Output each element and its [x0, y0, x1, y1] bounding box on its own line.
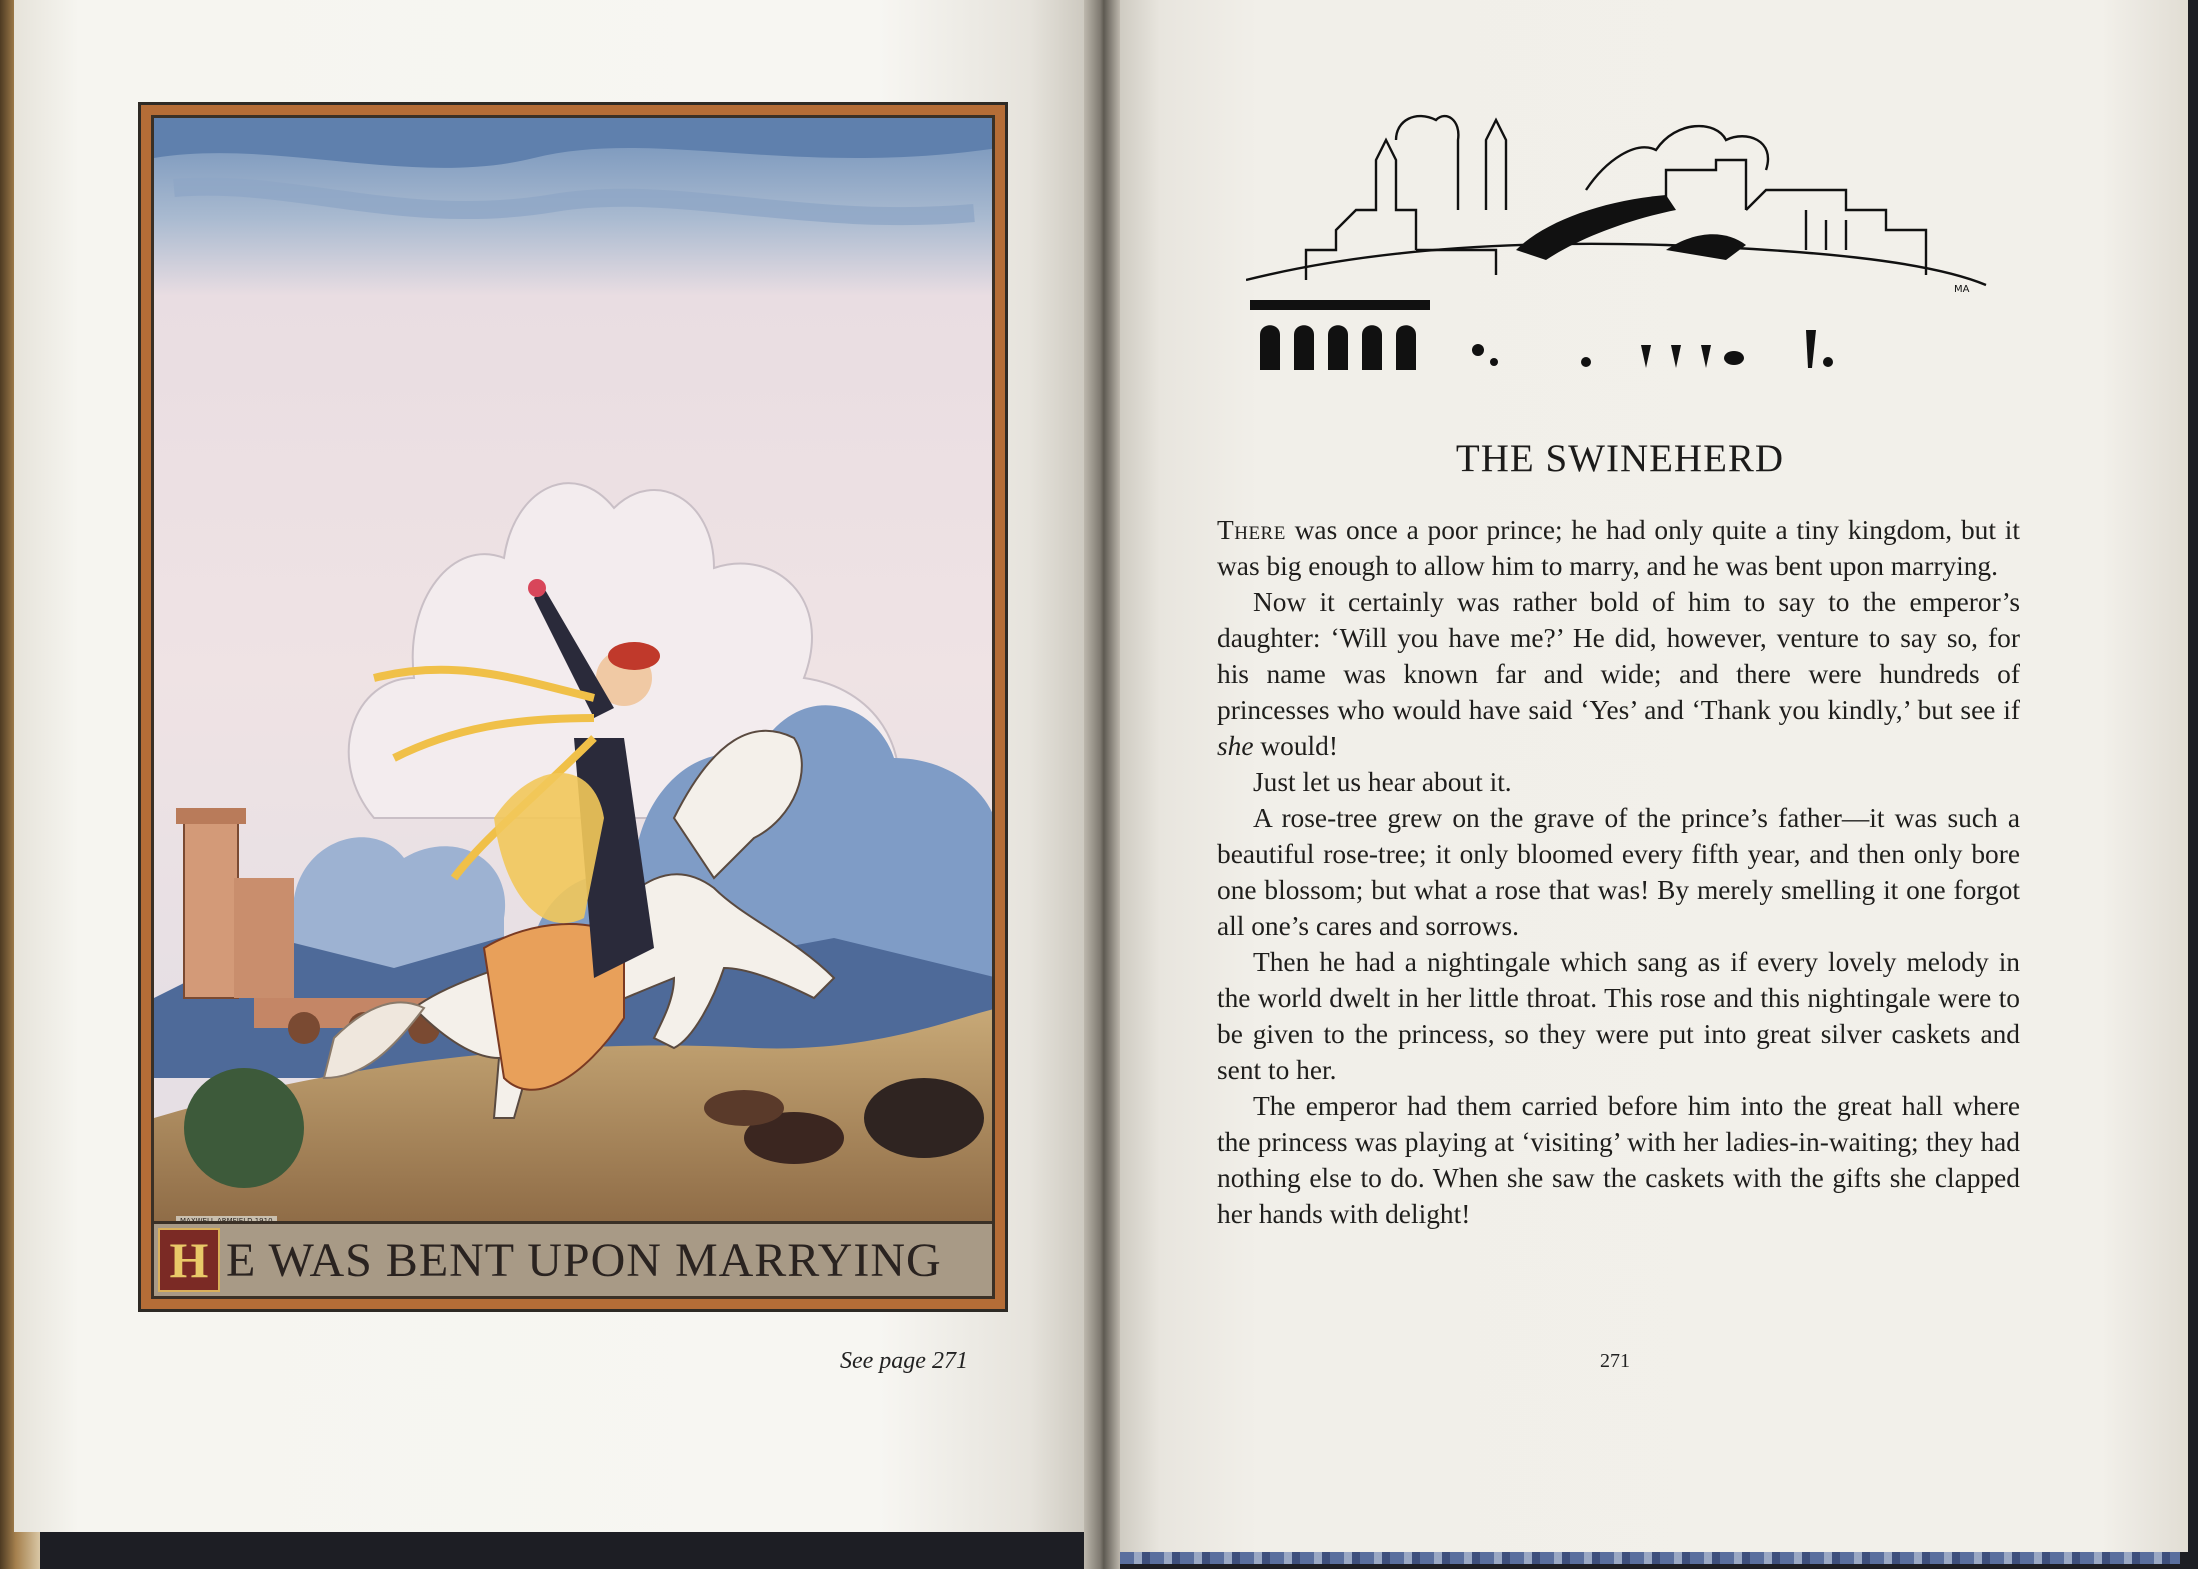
book-gutter: [1084, 0, 1120, 1569]
vignette-signature: MA: [1954, 284, 1970, 295]
italic-word: she: [1217, 731, 1254, 761]
castle-vignette-illustration: [1246, 100, 2006, 400]
chapter-title: THE SWINEHERD: [1455, 437, 1785, 480]
caption-illuminated-initial: H: [158, 1228, 220, 1292]
prince-on-horse-illustration: [154, 118, 995, 1230]
paragraph: Then he had a nightingale which sang as if every lovely melody in the world dwelt in her little throat. This rose and this nightingale were to be given to the princess, so they were put into great silver caskets and sent to her.: [1217, 947, 2020, 1085]
body-text: [1217, 512, 2020, 1232]
page-number: 271: [1600, 1350, 1630, 1372]
paragraph-lead-small-caps: There: [1217, 515, 1286, 545]
paragraph: The emperor had them carried before him into the great hall where the princess was playing at ‘visiting’ with her ladies-in-waiting; they had nothing else to do. When she saw the caskets with the gifts she clapped her hands with delight!: [1217, 1091, 2020, 1229]
caption-text: E WAS BENT UPON MARRYING: [226, 1233, 942, 1287]
paragraph-text: would!: [1253, 731, 1338, 761]
color-plate-illustration: [138, 102, 1008, 1312]
paragraph: [1217, 512, 2020, 584]
paragraph: Just let us hear about it.: [1253, 767, 1512, 797]
paragraph-text: was once a poor prince; he had only quite a tiny kingdom, but it was big enough to allow him to marry, and he was bent upon marrying.: [1217, 515, 2020, 581]
plate-frame: [151, 115, 995, 1299]
paragraph: A rose-tree grew on the grave of the prince’s father—it was such a beautiful rose-tree; it only bloomed every fifth year, and then only bore one blossom; but what a rose that was! By merely smelling it one forgot all one’s cares and sorrows.: [1217, 803, 2020, 941]
cover-edge: [1120, 1552, 2180, 1564]
plate-caption: [154, 1221, 995, 1296]
see-page-reference: See page 271: [840, 1348, 968, 1374]
paragraph: [1217, 584, 2020, 764]
paragraph-text: Now it certainly was rather bold of him to say to the emperor’s daughter: ‘Will you have me?’ He did, however, venture to say so, for his name was known far and wide; and there were hundreds of princesses who would have said ‘Yes’ and ‘Thank you kindly,’ but see if: [1217, 587, 2020, 725]
